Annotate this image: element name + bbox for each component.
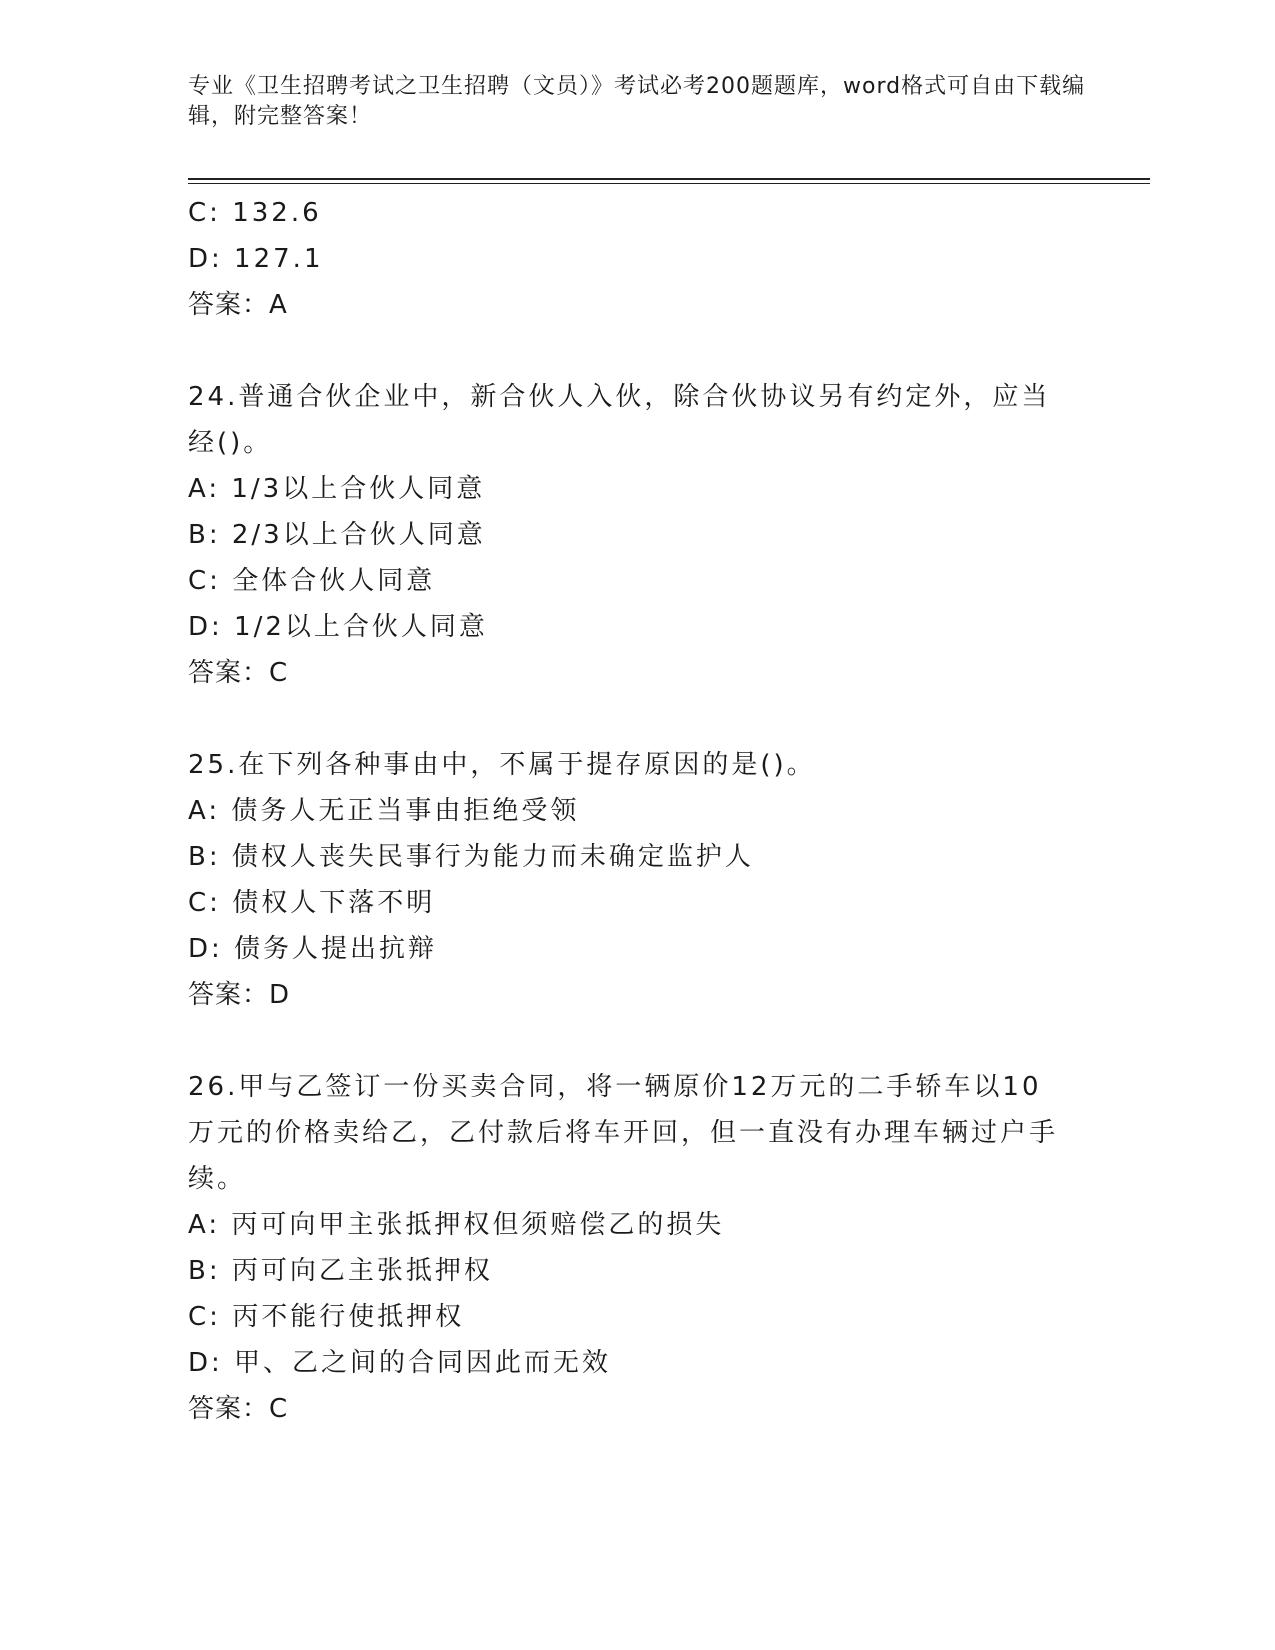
option-text: 债务人提出抗辩 xyxy=(234,934,438,964)
option-letter: D: xyxy=(188,934,223,964)
spacer xyxy=(188,1018,1088,1064)
question-stem: 24.普通合伙企业中，新合伙人入伙，除合伙协议另有约定外，应当经()。 xyxy=(188,382,1051,458)
option-text: 1/2以上合伙人同意 xyxy=(234,612,488,642)
option-letter: D: xyxy=(188,244,223,274)
option-line xyxy=(188,880,1088,926)
option-letter: D: xyxy=(188,1348,223,1378)
header-rule-thin xyxy=(188,183,1150,184)
option-letter: A: xyxy=(188,796,221,826)
option-text: 债权人丧失民事行为能力而未确定监护人 xyxy=(231,842,754,872)
question-24 xyxy=(188,374,1088,696)
option-line xyxy=(188,558,1088,604)
option-line xyxy=(188,236,1088,282)
option-text: 2/3以上合伙人同意 xyxy=(231,520,486,550)
option-text: 甲、乙之间的合同因此而无效 xyxy=(234,1348,612,1378)
question-stem: 26.甲与乙签订一份买卖合同，将一辆原价12万元的二手轿车以10万元的价格卖给乙，乙付款后将车开回，但一直没有办理车辆过户手续。 xyxy=(188,1072,1059,1194)
option-text: 127.1 xyxy=(234,244,324,274)
option-letter: C: xyxy=(188,566,221,596)
option-line xyxy=(188,512,1088,558)
option-letter: A: xyxy=(188,474,221,504)
spacer xyxy=(188,328,1088,374)
option-letter: A: xyxy=(188,1210,221,1240)
answer-line: 答案：A xyxy=(188,290,288,320)
option-letter: B: xyxy=(188,520,221,550)
option-text: 1/3以上合伙人同意 xyxy=(231,474,486,504)
option-text: 132.6 xyxy=(232,198,322,228)
option-text: 丙可向甲主张抵押权但须赔偿乙的损失 xyxy=(231,1210,725,1240)
option-line xyxy=(188,1340,1088,1386)
option-line xyxy=(188,466,1088,512)
option-line xyxy=(188,604,1088,650)
option-letter: C: xyxy=(188,888,221,918)
option-line xyxy=(188,190,1088,236)
document-header: 专业《卫生招聘考试之卫生招聘（文员）》考试必考200题题库，word格式可自由下载编辑，附完整答案！ xyxy=(188,74,1086,129)
option-letter: D: xyxy=(188,612,223,642)
answer-line: 答案：D xyxy=(188,980,291,1010)
option-line xyxy=(188,1248,1088,1294)
option-text: 债权人下落不明 xyxy=(232,888,436,918)
answer-line: 答案：C xyxy=(188,658,289,688)
option-line xyxy=(188,788,1088,834)
question-stem: 25.在下列各种事由中，不属于提存原因的是()。 xyxy=(188,750,816,780)
header-rule-thick xyxy=(188,178,1150,180)
option-text: 丙不能行使抵押权 xyxy=(232,1302,465,1332)
spacer xyxy=(188,696,1088,742)
option-line xyxy=(188,834,1088,880)
answer-line: 答案：C xyxy=(188,1394,289,1424)
option-line xyxy=(188,926,1088,972)
prev-question xyxy=(188,190,1088,328)
option-text: 债务人无正当事由拒绝受领 xyxy=(231,796,580,826)
option-line xyxy=(188,1294,1088,1340)
question-26 xyxy=(188,1064,1088,1432)
question-25 xyxy=(188,742,1088,1018)
option-letter: B: xyxy=(188,1256,221,1286)
option-letter: C: xyxy=(188,198,221,228)
option-letter: C: xyxy=(188,1302,221,1332)
option-letter: B: xyxy=(188,842,221,872)
option-text: 丙可向乙主张抵押权 xyxy=(231,1256,493,1286)
option-line xyxy=(188,1202,1088,1248)
document-body xyxy=(188,190,1088,1432)
option-text: 全体合伙人同意 xyxy=(232,566,436,596)
